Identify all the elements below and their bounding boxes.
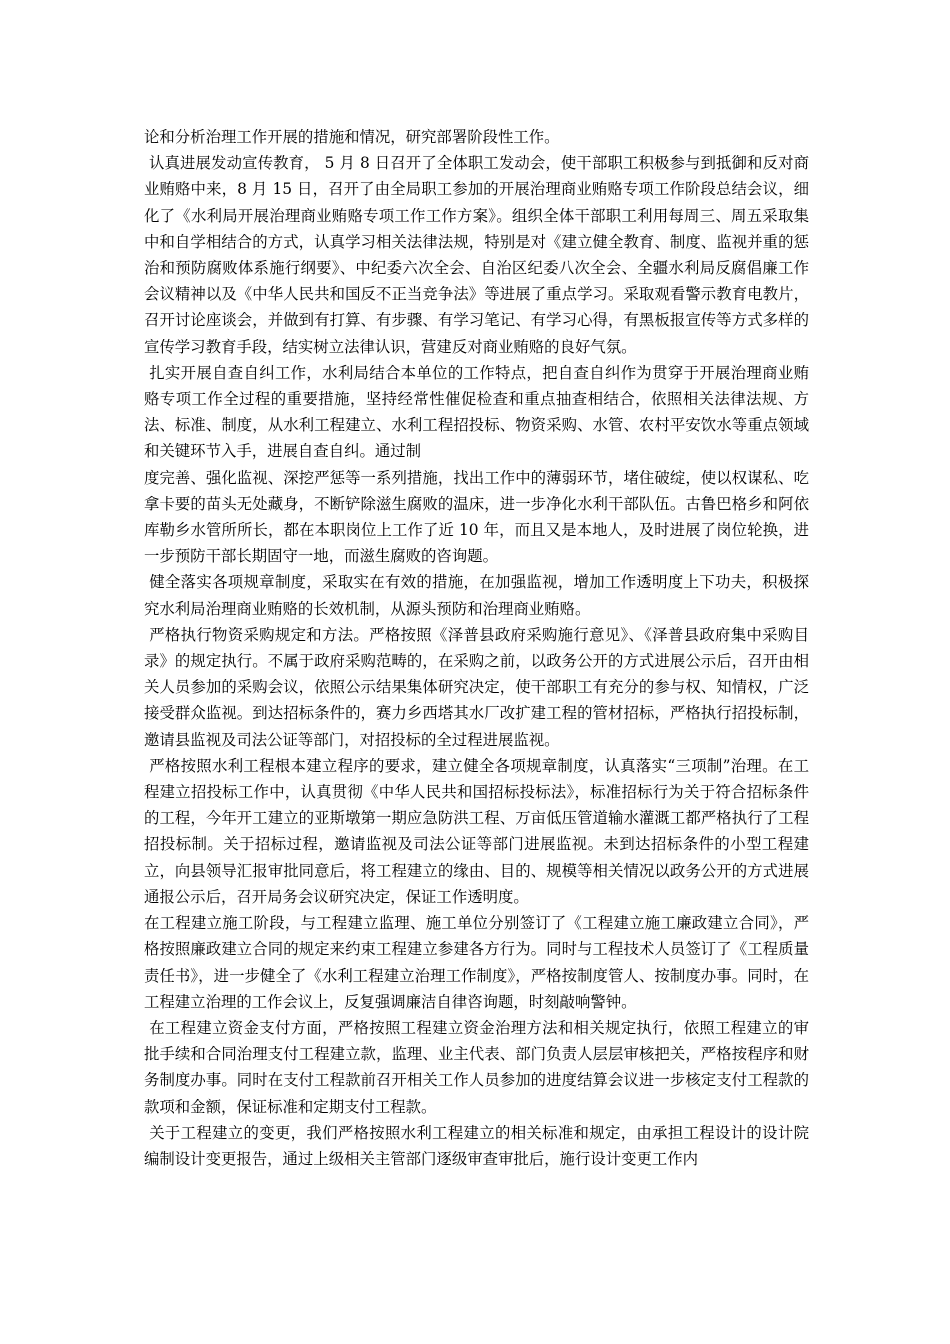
paragraph-design-change: 关于工程建立的变更，我们严格按照水利工程建立的相关标准和规定，由承担工程设计的设计院编制设计变更报告，通过上级相关主管部门逐级审查审批后，施行设计变更工作内: [144, 1123, 809, 1168]
paragraph-construction-phase: 在工程建立施工阶段，与工程建立监理、施工单位分别签订了《工程建立施工廉政建立合同》，严格按照廉政建立合同的规定来约束工程建立参建各方行为。同时与工程技术人员签订了《工程质量责任书》，进一步健全了《水利工程建立治理工作制度》，严格按制度管人、按制度办事。同时，在工程建立治理的工作会议上，反复强调廉洁自律咨询题，时刻敲响警钟。: [144, 914, 809, 1011]
paragraph-system-improvement: 度完善、强化监视、深挖严惩等一系列措施，找出工作中的薄弱环节，堵住破绽，使以权谋私、吃拿卡要的苗头无处藏身，不断铲除滋生腐败的温床，进一步净化水利干部队伍。古鲁巴格乡和阿依库勒乡水管所所长，都在本职岗位上工作了近 10 年，而且又是本地人，及时进展了岗位轮换，进一步预防干部长期固守一地，而滋生腐败的咨询题。: [144, 468, 809, 566]
paragraph-fund-payment: 在工程建立资金支付方面，严格按照工程建立资金治理方法和相关规定执行，依照工程建立的审批手续和合同治理支付工程建立款，监理、业主代表、部门负责人层层审核把关，严格按程序和财务制度办事。同时在支付工程款前召开相关工作人员参加的进度结算会议进一步核定支付工程款的款项和金额，保证标准和定期支付工程款。: [144, 1018, 809, 1116]
paragraph-intro-continuation: 论和分析治理工作开展的措施和情况，研究部署阶段性工作。: [144, 128, 560, 146]
document-body: [144, 124, 809, 1172]
paragraph-procurement: 严格执行物资采购规定和方法。严格按照《泽普县政府采购施行意见》、《泽普县政府集中采购目录》的规定执行。不属于政府采购范畴的，在采购之前，以政务公开的方式进展公示后，召开由相关人员参加的采购会议，依照公示结果集体研究决定，使干部职工有充分的参与权、知情权，广泛接受群众监视。到达招标条件的，赛力乡西塔其水厂改扩建工程的管材招标，严格执行招投标制，邀请县监视及司法公证等部门，对招投标的全过程进展监视。: [144, 625, 809, 749]
paragraph-self-inspection: 扎实开展自查自纠工作，水利局结合本单位的工作特点，把自查自纠作为贯穿于开展治理商业贿赂专项工作全过程的重要措施，坚持经常性催促检查和重点抽查相结合，依照相关法律法规、方法、标准、制度，从水利工程建立、水利工程招投标、物资采购、水管、农村平安饮水等重点领域和关键环节入手，进展自查自纠。通过制: [144, 363, 809, 461]
paragraph-publicity-education: 认真进展发动宣传教育， 5 月 8 日召开了全体职工发动会，使干部职工积极参与到抵御和反对商业贿赂中来，8 月 15 日，召开了由全局职工参加的开展治理商业贿赂专项工作阶段总结会议，细化了《水利局开展治理商业贿赂专项工作工作方案》。组织全体干部职工利用每周三、周五采取集中和自学相结合的方式，认真学习相关法律法规，特别是对《建立健全教育、制度、监视并重的惩治和预防腐败体系施行纲要》、中纪委六次全会、自治区纪委八次全会、全疆水利局反腐倡廉工作会议精神以及《中华人民共和国反不正当竞争法》等进展了重点学习。采取观看警示教育电教片，召开讨论座谈会，并做到有打算、有步骤、有学习笔记、有学习心得，有黑板报宣传等方式多样的宣传学习教育手段，结实树立法律认识，营建反对商业贿赂的良好气氛。: [144, 154, 809, 356]
paragraph-construction-procedure: 严格按照水利工程根本建立程序的要求，建立健全各项规章制度，认真落实“三项制”治理。在工程建立招投标工作中，认真贯彻《中华人民共和国招标投标法》，标准招标行为关于符合招标条件的工程，今年开工建立的亚斯墩第一期应急防洪工程、万亩低压管道输水灌溉工都严格执行了工程招投标制。关于招标过程，邀请监视及司法公证等部门进展监视。未到达招标条件的小型工程建立，向县领导汇报审批同意后，将工程建立的缘由、目的、规模等相关情况以政务公开的方式进展通报公示后，召开局务会议研究决定，保证工作透明度。: [144, 756, 809, 906]
paragraph-rules-implementation: 健全落实各项规章制度，采取实在有效的措施，在加强监视，增加工作透明度上下功夫，积极探究水利局治理商业贿赂的长效机制，从源头预防和治理商业贿赂。: [144, 573, 809, 618]
